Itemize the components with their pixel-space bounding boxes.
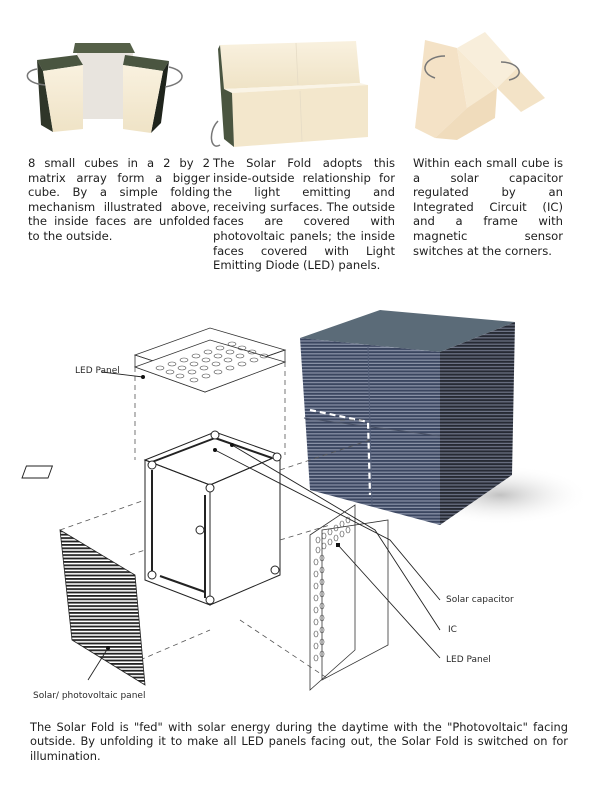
label-solar-panel: Solar/ photovoltaic panel — [33, 691, 146, 701]
label-led-panel-side: LED Panel — [446, 655, 491, 665]
label-led-panel-top: LED Panel — [75, 366, 120, 376]
folded-armchair-image — [25, 35, 195, 160]
bottom-caption: The Solar Fold is "fed" with solar energy during the daytime with the "Photovoltaic" facing outside. By unfolding it to make all LED panels facing out, the Solar Fold is switched on for illumination. — [30, 720, 568, 763]
description-cube-matrix: 8 small cubes in a 2 by 2 matrix array form a bigger cube. By a simple folding mechanism illustrated above, the inside faces are unfolded to the outside. — [28, 156, 210, 243]
rotate-arrow-icon — [211, 121, 220, 146]
description-inside-outside: The Solar Fold adopts this inside-outside relationship for the light emitting and receiving surfaces. The outside faces are covered with photovoltaic panels; the inside faces covered with Light Emitting Diode (LED) panels. — [213, 156, 395, 273]
label-ic: IC — [448, 625, 457, 635]
description-internals: Within each small cube is a solar capacitor regulated by an Integrated Circuit (IC) and a frame with magnetic sensor switches at the corners. — [413, 156, 563, 258]
folded-sofa-image — [208, 35, 388, 160]
folded-zigzag-image — [395, 28, 575, 153]
exploded-cube-diagram — [0, 300, 460, 700]
label-solar-capacitor: Solar capacitor — [446, 595, 514, 605]
